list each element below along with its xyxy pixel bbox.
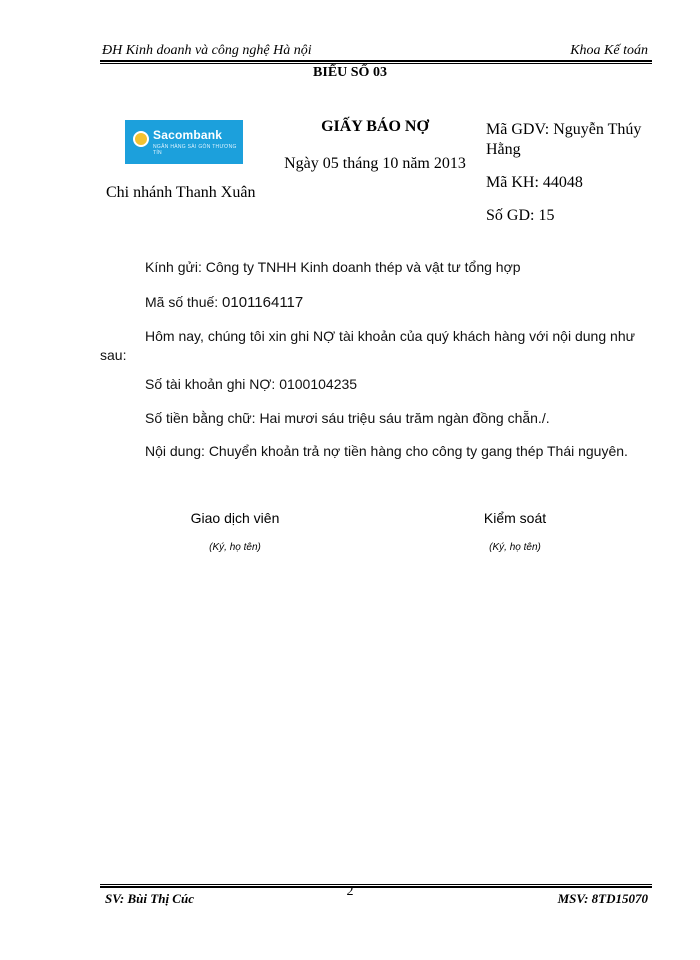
header-faculty: Khoa Kế toán [570, 43, 648, 58]
signature-controller-title: Kiểm soát [483, 510, 547, 526]
signature-teller-note: (Ký, họ tên) [209, 542, 261, 553]
transaction-number: Số GD: 15 [486, 207, 555, 224]
tax-code-value: 0101164117 [222, 294, 304, 311]
document-date: Ngày 05 tháng 10 năm 2013 [284, 155, 466, 172]
page-number: 2 [346, 884, 354, 899]
footer-student: SV: Bùi Thị Cúc [105, 891, 194, 906]
signature-controller-note: (Ký, họ tên) [489, 542, 541, 553]
logo-slogan: NGÂN HÀNG SÀI GÒN THƯƠNG TÍN [153, 144, 237, 156]
sacombank-emblem-icon [133, 131, 149, 147]
content-line: Nội dung: Chuyển khoản trả nợ tiền hàng cho công ty gang thép Thái nguyên. [145, 443, 628, 459]
document-title: GIẤY BÁO NỢ [321, 118, 429, 135]
logo-wordmark: Sacombank [153, 128, 223, 142]
intro-paragraph: Hôm nay, chúng tôi xin ghi NỢ tài khoản của quý khách hàng với nội dung như sau: [100, 328, 635, 363]
signature-teller-title: Giao dịch viên [190, 510, 280, 526]
bank-branch: Chi nhánh Thanh Xuân [106, 184, 256, 201]
tax-code-label: Mã số thuế: [145, 294, 223, 310]
page-title: BIỂU SỐ 03 [313, 65, 387, 80]
teller-code: Mã GDV: Nguyễn Thúy Hằng [486, 121, 642, 158]
account-line: Số tài khoản ghi NỢ: 0100104235 [145, 376, 358, 392]
footer-student-id: MSV: 8TD15070 [557, 891, 648, 906]
header-divider [100, 60, 652, 64]
sacombank-logo [125, 120, 243, 164]
amount-in-words-line: Số tiền bằng chữ: Hai mươi sáu triệu sáu trăm ngàn đồng chẵn./. [145, 410, 550, 426]
customer-code: Mã KH: 44048 [486, 174, 583, 191]
header-school: ĐH Kinh doanh và công nghệ Hà nội [102, 43, 312, 58]
tax-code-line [145, 294, 303, 311]
recipient-line: Kính gửi: Công ty TNHH Kinh doanh thép và vật tư tổng hợp [145, 259, 521, 275]
